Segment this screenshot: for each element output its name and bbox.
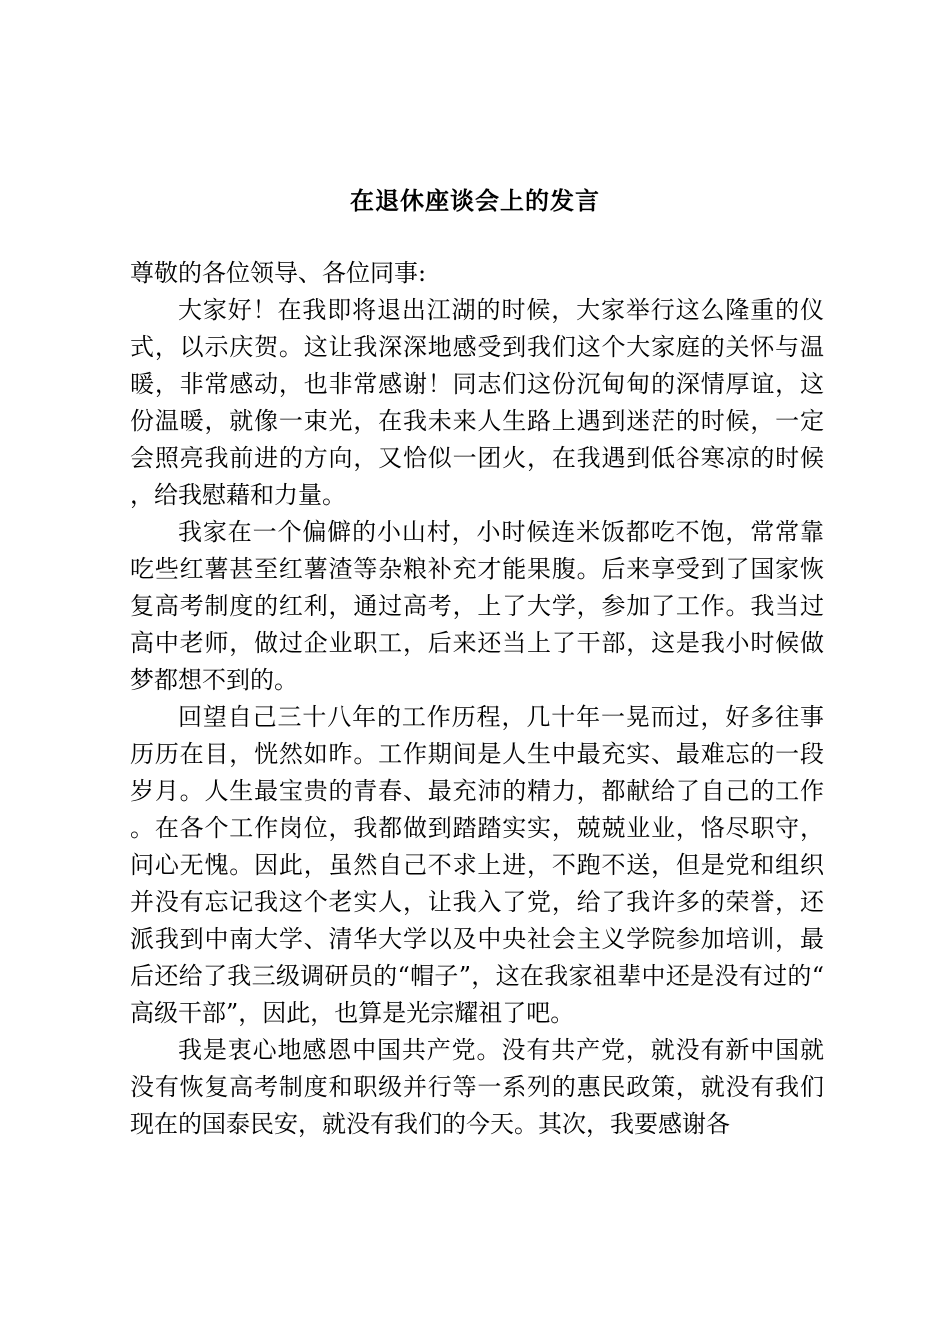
paragraph-1: 大家好！在我即将退出江湖的时候，大家举行这么隆重的仪式，以示庆贺。这让我深深地感受到我们这个大家庭的关怀与温暖，非常感动，也非常感谢！同志们这份沉甸甸的深情厚谊，这份温暖，就像一束光，在我未来人生路上遇到迷茫的时候，一定会照亮我前进的方向，又恰似一团火，在我遇到低谷寒凉的时候，给我慰藉和力量。 bbox=[130, 296, 824, 509]
salutation: 尊敬的各位领导、各位同事: bbox=[130, 259, 427, 287]
paragraph-3: 回望自己三十八年的工作历程，几十年一晃而过，好多往事历历在目，恍然如昨。工作期间是人生中最充实、最难忘的一段岁月。人生最宝贵的青春、最充沛的精力，都献给了自己的工作。在各个工作岗位，我都做到踏踏实实，兢兢业业，恪尽职守，问心无愧。因此，虽然自己不求上进，不跑不送，但是党和组织并没有忘记我这个老实人，让我入了党，给了我许多的荣誉，还派我到中南大学、清华大学以及中央社会主义学院参加培训，最后还给了我三级调研员的“帽子”，这在我家祖辈中还是没有过的“高级干部”，因此，也算是光宗耀祖了吧。 bbox=[130, 703, 824, 1027]
document-title: 在退休座谈会上的发言 bbox=[350, 187, 600, 215]
paragraph-4: 我是衷心地感恩中国共产党。没有共产党，就没有新中国就没有恢复高考制度和职级并行等一系列的惠民政策，就没有我们现在的国泰民安，就没有我们的今天。其次，我要感谢各 bbox=[130, 1036, 824, 1138]
paragraph-2: 我家在一个偏僻的小山村，小时候连米饭都吃不饱，常常靠吃些红薯甚至红薯渣等杂粮补充才能果腹。后来享受到了国家恢复高考制度的红利，通过高考，上了大学，参加了工作。我当过高中老师，做过企业职工，后来还当上了干部，这是我小时候做梦都想不到的。 bbox=[130, 518, 824, 694]
document-body bbox=[130, 255, 824, 1143]
